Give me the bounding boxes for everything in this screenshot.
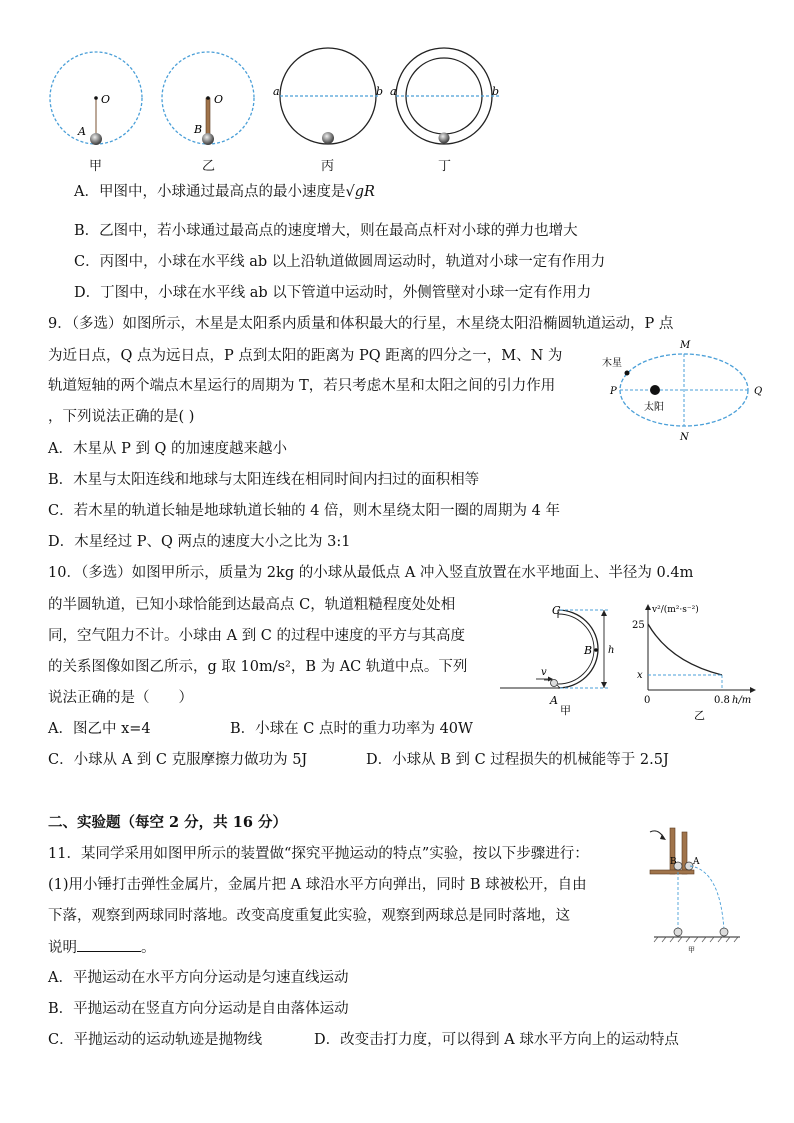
q11-option-a: A．平抛运动在水平方向分运动是匀速直线运动: [48, 970, 349, 986]
q10-stem-line3: 同，空气阻力不计。小球由 A 到 C 的过程中速度的平方与其高度: [48, 628, 466, 644]
svg-text:A: A: [78, 125, 86, 138]
q8-option-a: A．甲图中，小球通过最高点的最小速度是√gR: [74, 184, 375, 200]
q10-option-d: D．小球从 B 到 C 过程损失的机械能等于 2.5J: [366, 752, 669, 768]
q8-option-d: D．丁图中，小球在水平线 ab 以下管道中运动时，外侧管壁对小球一定有作用力: [74, 285, 592, 301]
point-b: [594, 648, 598, 652]
q8-option-b: B．乙图中，若小球通过最高点的速度增大，则在最高点杆对小球的弹力也增大: [74, 223, 578, 239]
svg-text:甲: 甲: [688, 946, 695, 954]
q11-stem-line4: 说明 。: [48, 937, 156, 958]
q9-stem-line1: 9．（多选）如图所示，木星是太阳系内质量和体积最大的行星，木星绕太阳沿椭圆轨道运动，P 点: [48, 316, 674, 332]
caption-jia: 甲: [89, 159, 103, 174]
svg-text:B: B: [194, 123, 203, 136]
figure-v2-h-graph: [630, 602, 780, 738]
q9-stem-line3: 轨道短轴的两个端点木星运行的周期为 T，若只考虑木星和太阳之间的引力作用: [48, 378, 556, 394]
q8-sqrt-gr: √gR: [345, 184, 375, 200]
v2-curve: [648, 624, 722, 675]
q9-option-d: D．木星经过 P、Q 两点的速度大小之比为 3:1: [48, 534, 351, 550]
svg-text:C: C: [552, 604, 561, 617]
q11-stem-line3: 下落，观察到两球同时落地。改变高度重复此实验，观察到两球总是同时落地，这: [48, 908, 570, 924]
svg-text:B: B: [584, 644, 593, 657]
trajectory: [690, 866, 724, 930]
section-title-experiment: 二、实验题（每空 2 分，共 16 分）: [48, 814, 287, 831]
q11-option-c: C．平抛运动的运动轨迹是抛物线: [48, 1032, 263, 1048]
q11-stem-line1: 11．某同学采用如图甲所示的装置做“探究平抛运动的特点”实验，按以下步骤进行：: [48, 846, 589, 862]
q11-stem-line2: (1)用小锤打击弹性金属片，金属片把 A 球沿水平方向弹出，同时 B 球被松开，自由: [48, 877, 587, 893]
bing-ball: [322, 132, 334, 144]
svg-text:h/m: h/m: [732, 695, 752, 706]
figure-semicircle-track: [500, 600, 630, 718]
svg-text:A: A: [693, 857, 700, 867]
q9-option-c: C．若木星的轨道长轴是地球轨道长轴的 4 倍，则木星绕太阳一圈的周期为 4 年: [48, 503, 560, 519]
svg-text:M: M: [680, 340, 691, 351]
q10-option-a: A．图乙中 x=4: [48, 721, 151, 737]
q10-option-b: B．小球在 C 点时的重力功率为 40W: [230, 721, 473, 737]
svg-text:木星: 木星: [602, 358, 622, 369]
q11-option-b: B．平抛运动在竖直方向分运动是自由落体运动: [48, 1001, 349, 1017]
q9-option-a: A．木星从 P 到 Q 的加速度越来越小: [48, 441, 288, 457]
jia-ball: [90, 133, 102, 145]
q10-stem-line4: 的关系图像如图乙所示，g 取 10m/s²，B 为 AC 轨道中点。下列: [48, 659, 468, 675]
q9-option-b: B．木星与太阳连线和地球与太阳连线在相同时间内扫过的面积相等: [48, 472, 480, 488]
q11-answer-blank[interactable]: [77, 937, 141, 952]
svg-text:a: a: [273, 85, 280, 98]
svg-text:x: x: [637, 670, 643, 681]
q8-option-c: C．丙图中，小球在水平线 ab 以上沿轨道做圆周运动时，轨道对小球一定有作用力: [74, 254, 606, 270]
svg-text:B: B: [670, 857, 677, 867]
svg-text:N: N: [680, 432, 689, 443]
q10-stem-line1: 10．（多选）如图甲所示，质量为 2kg 的小球从最低点 A 冲入竖直放置在水平地面上、半径为 0.4m: [48, 565, 694, 581]
caption-bing: 丙: [321, 159, 335, 174]
caption-yi: 乙: [202, 159, 216, 174]
svg-text:a: a: [390, 85, 397, 98]
sun-dot: [650, 385, 660, 395]
svg-text:O: O: [101, 93, 111, 106]
q10-option-c: C．小球从 A 到 C 克服摩擦力做功为 5J: [48, 752, 308, 768]
caption-ding: 丁: [438, 159, 452, 174]
svg-text:v: v: [541, 667, 547, 678]
svg-text:Q: Q: [754, 386, 763, 397]
svg-text:A: A: [550, 694, 558, 707]
figure-projectile-apparatus: [640, 822, 750, 954]
q9-stem-line2: 为近日点，Q 点为远日点，P 点到太阳的距离为 PQ 距离的四分之一，M、N 为: [48, 348, 563, 364]
svg-text:P: P: [610, 386, 617, 397]
svg-text:25: 25: [632, 620, 645, 631]
svg-text:O: O: [214, 93, 224, 106]
q11-option-d: D．改变击打力度，可以得到 A 球水平方向上的运动特点: [314, 1032, 679, 1048]
jupiter-dot: [625, 371, 630, 376]
svg-text:b: b: [492, 85, 500, 98]
ding-ball: [439, 133, 450, 144]
ball-at-a: [551, 680, 558, 687]
figure-jupiter-orbit: [592, 336, 772, 448]
q10-stem-line2: 的半圆轨道，已知小球恰能到达最高点 C，轨道粗糙程度处处相: [48, 597, 456, 613]
svg-text:0: 0: [644, 695, 651, 706]
q10-stem-line5: 说法正确的是（ ）: [48, 690, 193, 706]
svg-text:太阳: 太阳: [644, 402, 664, 413]
svg-text:v²/(m²·s⁻²): v²/(m²·s⁻²): [652, 605, 699, 615]
q9-stem-line4: ，下列说法正确的是( ): [48, 409, 195, 425]
svg-text:b: b: [376, 85, 384, 98]
svg-text:乙: 乙: [694, 709, 705, 722]
svg-text:0.8: 0.8: [714, 695, 730, 706]
svg-text:h: h: [608, 645, 615, 656]
svg-text:甲: 甲: [560, 704, 571, 717]
yi-ball: [202, 133, 214, 145]
